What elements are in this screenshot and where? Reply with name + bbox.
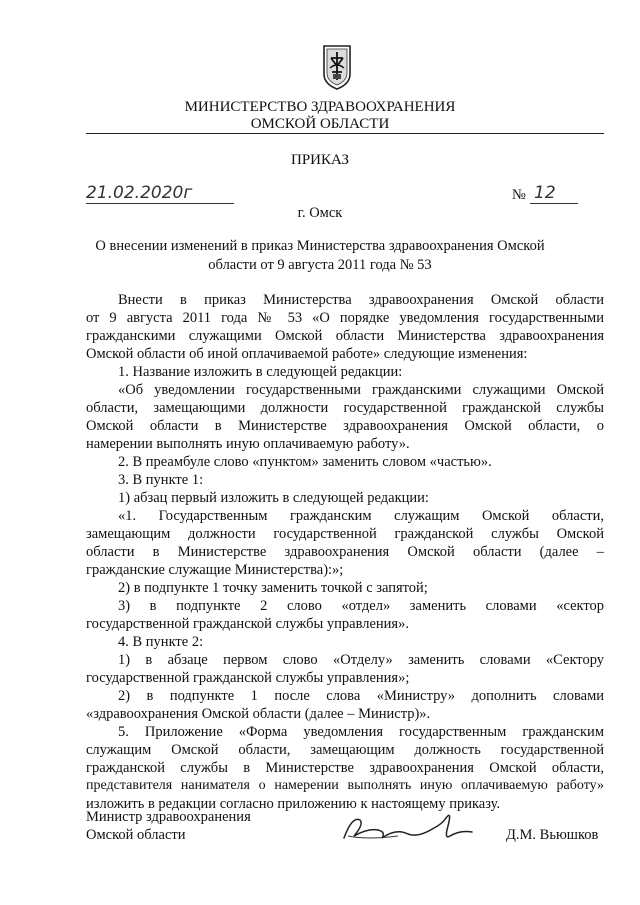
- ministry-name-line1: МИНИСТЕРСТВО ЗДРАВООХРАНЕНИЯ: [184, 99, 456, 115]
- subject-line1: О внесении изменений в приказ Министерства здравоохранения Омской: [95, 238, 545, 254]
- body-line: «Об уведомлении государственными гражданскими служащими Омской: [118, 382, 604, 398]
- number-label: №: [512, 187, 526, 203]
- body-line: Омской области об иной оплачиваемой работе» следующие изменения:: [86, 346, 528, 362]
- body-line: представителя нанимателя о намерении выполнять иную оплачиваемую работу»: [86, 778, 604, 793]
- body-line: области, замещающими должности государственной гражданской службы: [86, 400, 604, 416]
- body-line: Внести в приказ Министерства здравоохранения Омской области: [118, 292, 604, 308]
- subject-line2: области от 9 августа 2011 года № 53: [208, 257, 432, 273]
- body-line: 1) в абзаце первом слово «Отделу» заменить словами «Сектору: [118, 652, 604, 668]
- date-handwritten: 21.02.2020г: [86, 183, 193, 203]
- body-line: 3. В пункте 1:: [118, 472, 204, 488]
- omsk-coat-of-arms-icon: [322, 44, 352, 90]
- body-line: «1. Государственным гражданским служащим Омской области,: [118, 508, 604, 524]
- body-line: 3) в подпункте 2 слово «отдел» заменить словами «сектор: [118, 598, 604, 614]
- body-line: 2) в подпункте 1 после слова «Министру» дополнить словами: [118, 688, 604, 704]
- ministry-name-line2: ОМСКОЙ ОБЛАСТИ: [250, 116, 390, 132]
- signatory-title-line2: Омской области: [86, 827, 186, 843]
- body-line: области в Министерстве здравоохранения Омской области (далее –: [86, 544, 604, 560]
- number-handwritten: 12: [534, 183, 556, 203]
- body-line: государственной гражданской службы управления»;: [86, 670, 410, 686]
- header-rule: [86, 133, 604, 134]
- signatory-name: Д.М. Вьюшков: [506, 827, 599, 843]
- body-line: 2. В преамбуле слово «пунктом» заменить словом «частью».: [118, 454, 492, 470]
- body-line: служащим Омской области, замещающим должность государственной: [86, 742, 604, 758]
- body-line: гражданскими служащими Омской области Министерства здравоохранения: [86, 328, 604, 344]
- body-line: 1. Название изложить в следующей редакции:: [118, 364, 403, 380]
- handwritten-signature: [338, 806, 478, 850]
- body-line: изложить в редакции согласно приложению к настоящему приказу.: [86, 796, 501, 812]
- body-line: 4. В пункте 2:: [118, 634, 204, 650]
- body-line: 1) абзац первый изложить в следующей редакции:: [118, 490, 429, 506]
- body-line: 2) в подпункте 1 точку заменить точкой с запятой;: [118, 580, 428, 596]
- body-line: гражданской службы в Министерстве здравоохранения Омской области,: [86, 760, 604, 776]
- body-line: «здравоохранения Омской области (далее – Министр)».: [86, 706, 431, 722]
- doc-type: ПРИКАЗ: [291, 152, 349, 168]
- body-line: от 9 августа 2011 года № 53 «О порядке уведомления государственными: [86, 310, 604, 326]
- body-line: намерении выполнять иную оплачиваемую работу».: [86, 436, 410, 452]
- body-line: государственной гражданской службы управления».: [86, 616, 409, 632]
- body-line: Омской области в Министерстве здравоохранения Омской области, о: [86, 418, 604, 434]
- signatory-title-line1: Министр здравоохранения: [86, 809, 251, 825]
- body-line: гражданские служащие Министерства):»;: [86, 562, 344, 578]
- city: г. Омск: [297, 205, 343, 221]
- body-line: 5. Приложение «Форма уведомления государственным гражданским: [118, 724, 604, 740]
- body-line: замещающим должности государственной гражданской службы Омской: [86, 526, 604, 542]
